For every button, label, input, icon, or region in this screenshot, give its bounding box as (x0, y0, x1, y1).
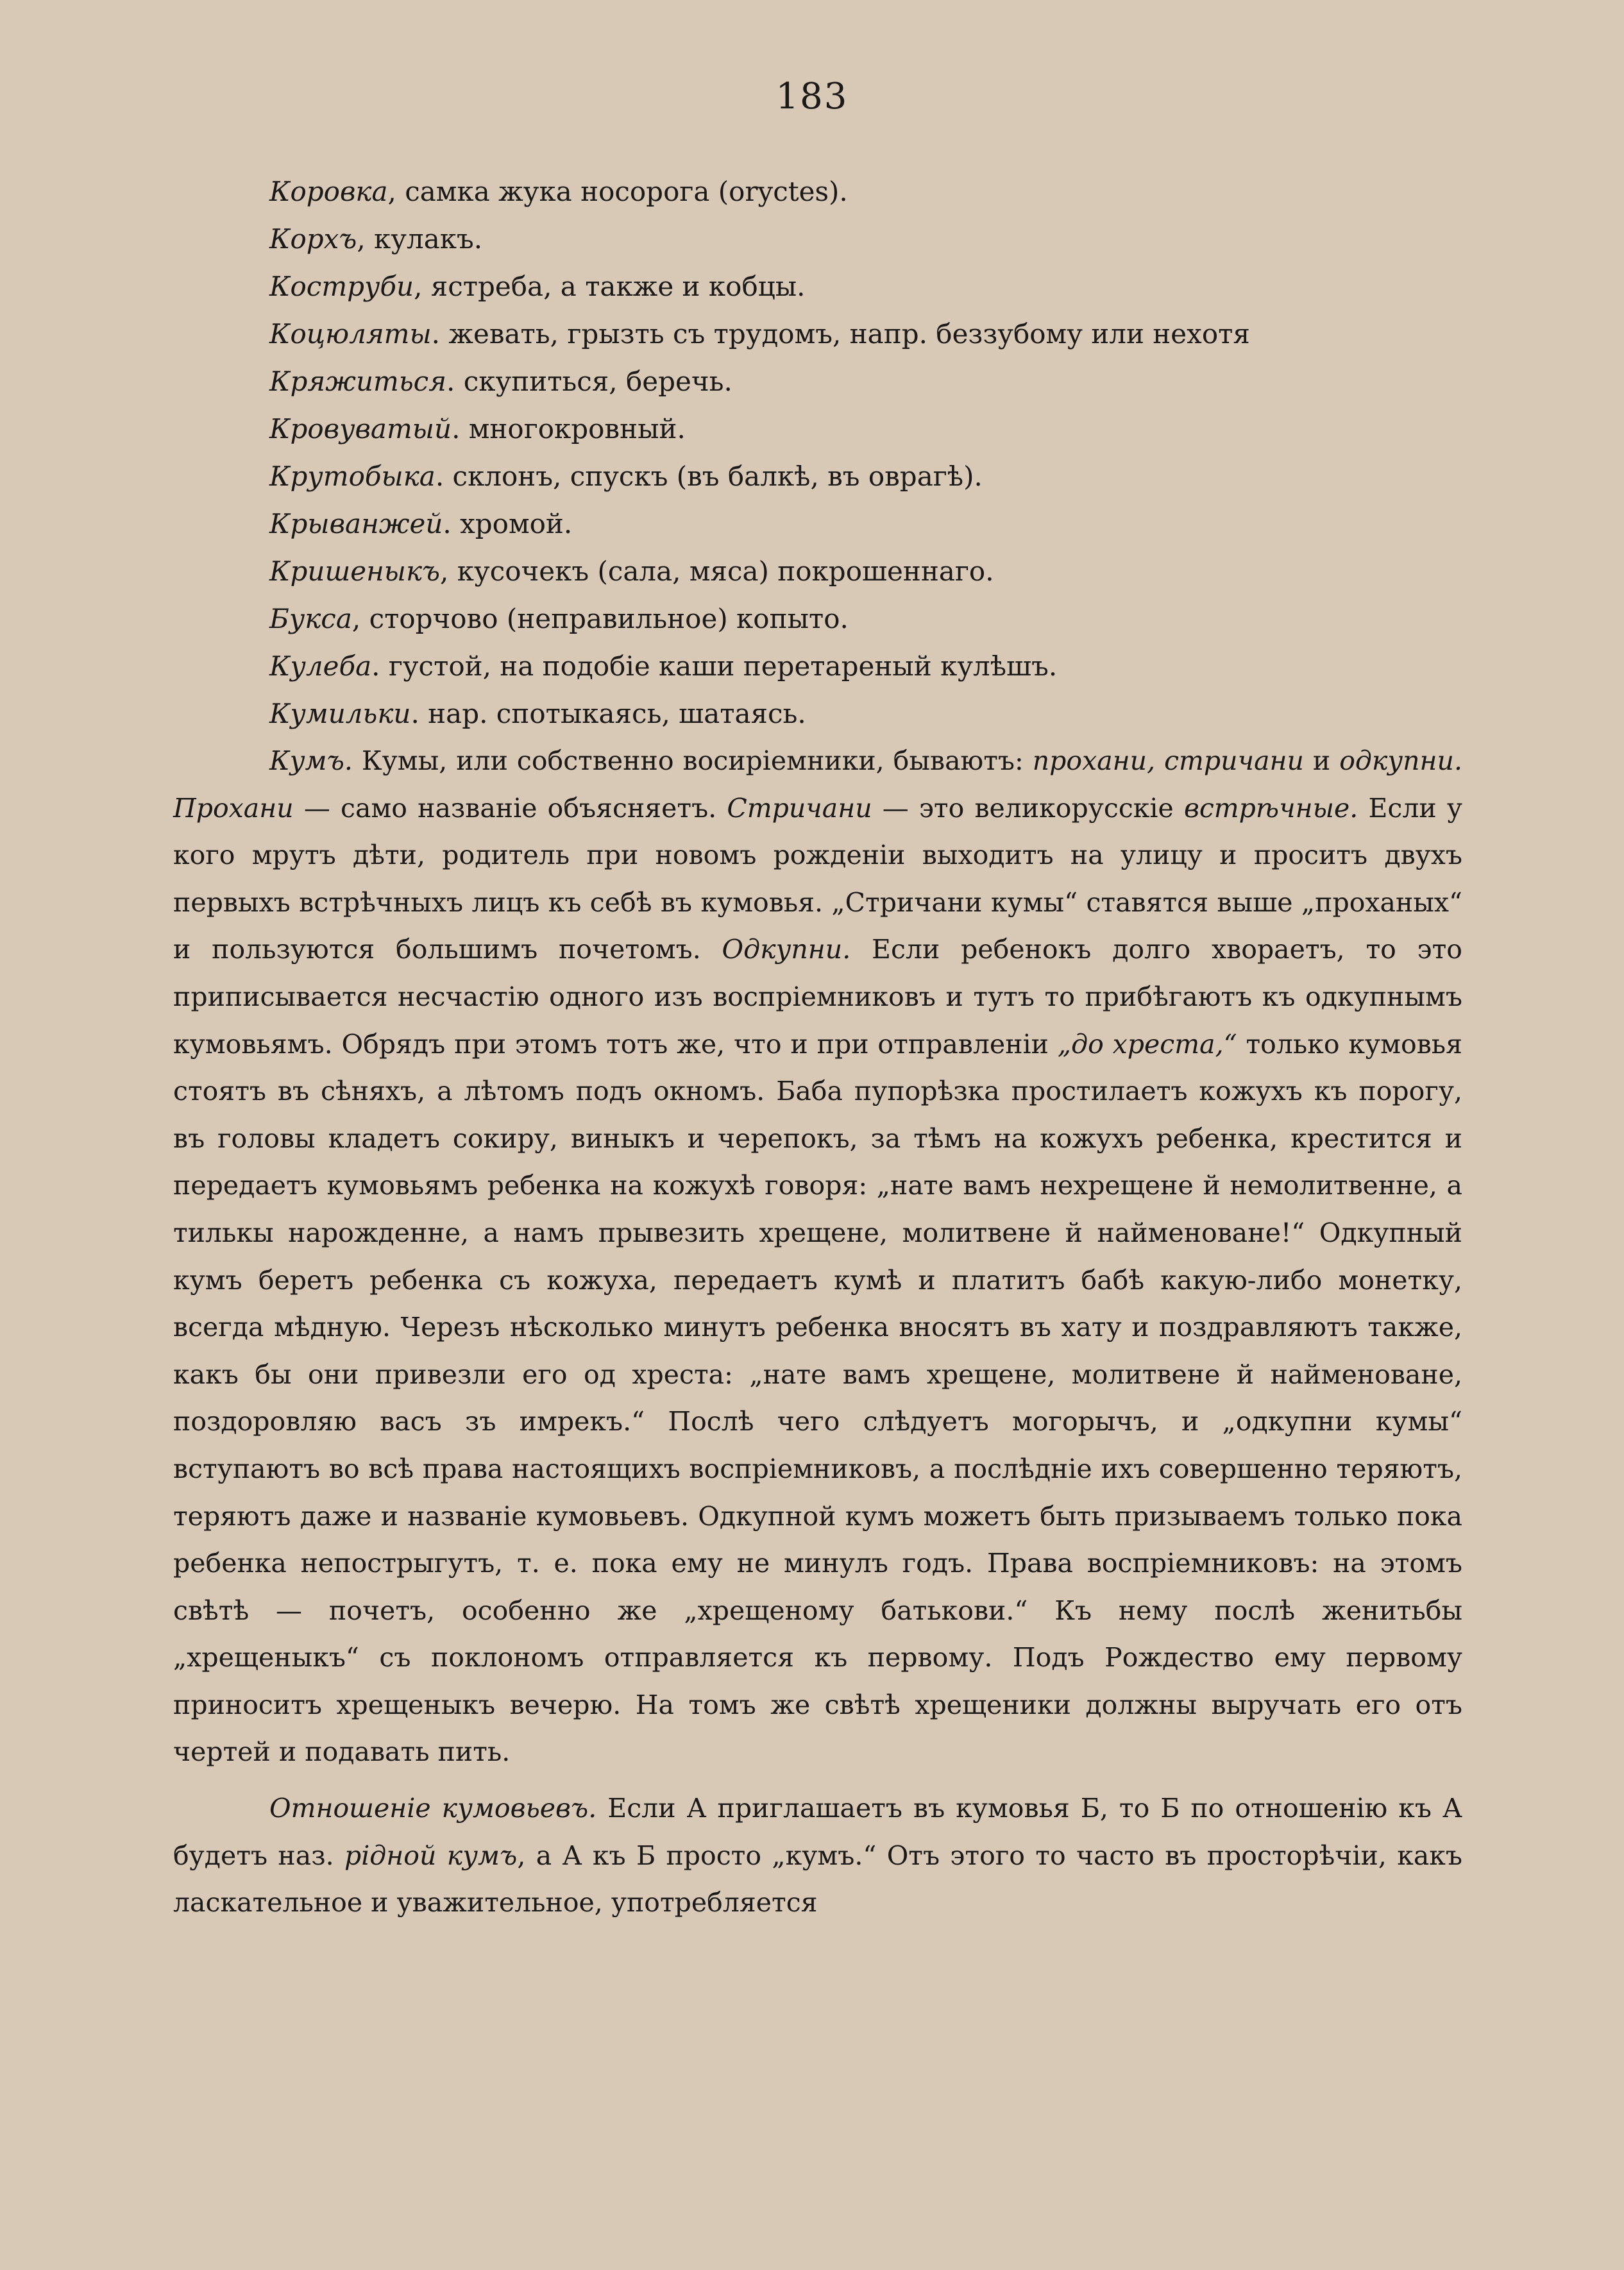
entry-definition: . густой, на подобіе каши перетареный кулѣшъ. (371, 650, 1058, 682)
dictionary-entry (173, 405, 1462, 453)
dictionary-entry (173, 500, 1462, 548)
dictionary-entry (173, 358, 1462, 405)
entry-term: Коструби (269, 271, 414, 302)
paragraph-text: Если А приглашаетъ въ кумовья Б, то Б по отношенію къ А будетъ наз. (173, 1793, 1462, 1871)
paragraph-text: , а А къ Б просто „кумъ.“ Отъ этого то часто въ просторѣчіи, какъ ласкательное и уважительное, употребляется (173, 1840, 1462, 1918)
paragraph-text: — это великорусскіе (872, 792, 1184, 824)
italic-term: прохани, стричани (1032, 745, 1304, 776)
entry-term: Крыванжей (269, 508, 443, 539)
entry-definition: , сторчово (неправильное) копыто. (351, 603, 849, 634)
paragraph-text: Кумы, или собственно восиріемники, бываютъ: (352, 745, 1033, 776)
entry-definition: , кулакъ. (357, 223, 483, 255)
italic-term: одкупни. Прохани (173, 745, 1462, 824)
dictionary-entry (173, 690, 1462, 738)
italic-term: Кумъ. (269, 745, 353, 776)
entry-term: Кришеныкъ (269, 555, 441, 587)
italic-term: „до хреста,“ (1057, 1028, 1237, 1060)
entry-definition: . многокровный. (452, 413, 686, 445)
paragraph-text: и (1303, 745, 1340, 776)
paragraph-text: — само названіе объясняетъ. (293, 792, 727, 824)
entry-definition: . склонъ, спускъ (въ балкѣ, въ оврагѣ). (435, 461, 983, 492)
entry-definition: , ястреба, а также и кобцы. (414, 271, 806, 302)
entry-term: Кулеба (269, 650, 372, 682)
entry-term: Кровуватый (269, 413, 452, 445)
entry-term: Коровка (269, 176, 388, 207)
italic-term: рідной кумъ (344, 1840, 518, 1871)
dictionary-entries (173, 168, 1462, 738)
italic-term: Одкупни. (722, 934, 851, 965)
dictionary-entry (173, 643, 1462, 690)
dictionary-entry (173, 310, 1462, 358)
entry-term: Корхъ (269, 223, 357, 255)
paragraph-text: только кумовья стоятъ въ сѣняхъ, а лѣтомъ подъ окномъ. Баба пупорѣзка простилаетъ кожухъ къ порогу, въ головы кладетъ сокиру, виныкъ и черепокъ, за тѣмъ на кожухъ ребенка, крестится и передаетъ кумовьямъ ребенка на кожухѣ говоря: „нате вамъ нехрещене й немолитвенне, а тилькы нарожденне, а намъ прывезить хрещене, молитвене й найменоване!“ Одкупный кумъ беретъ ребенка съ кожуха, передаетъ кумѣ и платитъ бабѣ какую-либо монетку, всегда мѣдную. Черезъ нѣсколько минутъ ребенка вносятъ въ хату и поздравляютъ также, какъ бы они привезли его од хреста: „нате вамъ хрещене, молитвене й найменоване, поздоровляю васъ зъ имрекъ.“ Послѣ чего слѣдуетъ могорычъ, и „одкупни кумы“ вступаютъ во всѣ права настоящихъ воспріемниковъ, а послѣдніе ихъ совершенно теряютъ, теряютъ даже и названіе кумовьевъ. Одкупной кумъ можетъ быть призываемъ только пока ребенка непострыгутъ, т. е. пока ему не минулъ годъ. Права воспріемниковъ: на этомъ свѣтѣ — почетъ, особенно же „хрещеному батькови.“ Къ нему послѣ женитьбы „хрещеныкъ“ съ поклономъ отправляется къ первому. Подъ Рождество ему первому приноситъ хрещеныкъ вечерю. На томъ же свѣтѣ хрещеники должны выручать его отъ чертей и подавать пить. (173, 1028, 1462, 1768)
paragraph (173, 738, 1462, 1776)
paragraph-text: Если ребенокъ долго хвораетъ, то это приписывается несчастію одного изъ воспріемниковъ и тутъ то прибѣгаютъ къ одкупнымъ кумовьямъ. Обрядъ при этомъ тотъ же, что и при отправленіи (173, 934, 1462, 1060)
italic-term: Стричани (727, 792, 872, 824)
italic-term: встрѣчные. (1183, 792, 1358, 824)
entry-term: Букса (269, 603, 352, 634)
italic-term: Отношеніе кумовьевъ. (269, 1793, 597, 1824)
entry-definition: . нар. спотыкаясь, шатаясь. (410, 698, 806, 729)
dictionary-entry (173, 168, 1462, 216)
entry-term: Кряжиться (269, 366, 447, 397)
entry-definition: . жевать, грызть съ трудомъ, напр. беззубому или нехотя (431, 318, 1250, 350)
entry-term: Коцюляты (269, 318, 432, 350)
paragraph-text: Если у кого мрутъ дѣти, родитель при новомъ рожденіи выходитъ на улицу и проситъ двухъ первыхъ встрѣчныхъ лицъ къ себѣ въ кумовья. „Стричани кумы“ ставятся выше „проханых“ и пользуются большимъ почетомъ. (173, 792, 1462, 965)
entry-definition: , кусочекъ (сала, мяса) покрошеннаго. (440, 555, 994, 587)
body-text (173, 738, 1462, 1927)
entry-definition: , самка жука носорога (oryctes). (387, 176, 848, 207)
dictionary-entry (173, 548, 1462, 595)
entry-term: Кумильки (269, 698, 411, 729)
paragraph (173, 1785, 1462, 1927)
dictionary-entry (173, 453, 1462, 500)
dictionary-entry (173, 263, 1462, 310)
entry-definition: . скупиться, беречь. (446, 366, 732, 397)
entry-definition: . хромой. (443, 508, 573, 539)
entry-term: Крутобыка (269, 461, 436, 492)
dictionary-entry (173, 216, 1462, 263)
dictionary-entry (173, 595, 1462, 643)
page-number: 183 (775, 76, 849, 117)
